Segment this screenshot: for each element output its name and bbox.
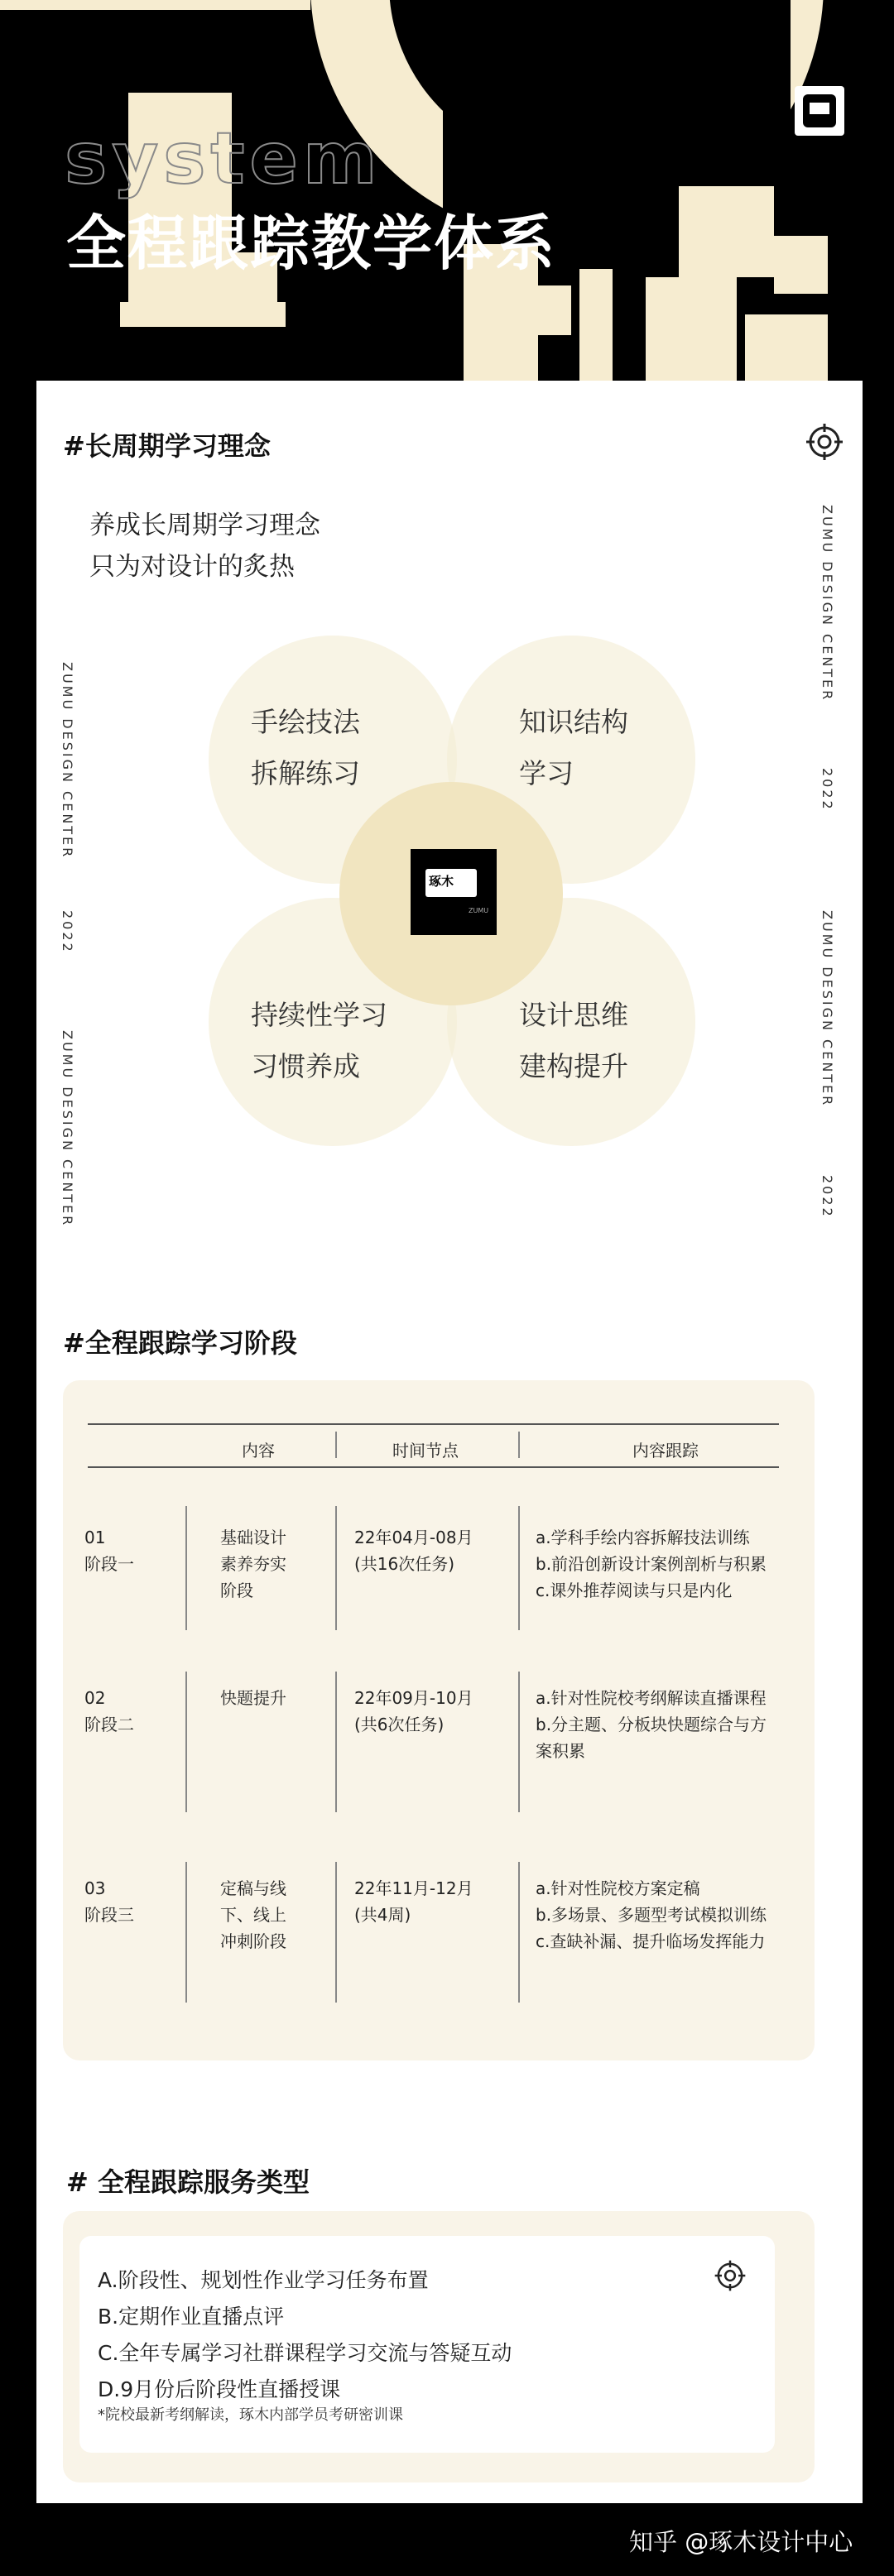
concept-intro: 养成长周期学习理念 只为对设计的炙热: [89, 511, 320, 582]
section-title-stages: #全程跟踪学习阶段: [63, 1327, 297, 1359]
hero-banner: [0, 0, 894, 381]
hero-subtitle: system: [65, 118, 382, 200]
list-item: C.全年专属学习社群课程学习交流与答疑互动: [98, 2341, 512, 2365]
table-header: 内容: [242, 1441, 275, 1461]
section-title-services: # 全程跟踪服务类型: [66, 2166, 310, 2198]
brand-year: 2022: [820, 768, 835, 812]
petal-label: 持续性学习 习惯养成: [251, 999, 387, 1082]
logo-icon: 琢木 ZUMU: [411, 849, 497, 935]
brand-vertical-text: ZUMU DESIGN CENTER: [60, 1030, 75, 1228]
table-row: 02 阶段二: [84, 1688, 134, 1734]
brand-year: 2022: [60, 910, 75, 954]
brand-vertical-text: ZUMU DESIGN CENTER: [820, 910, 835, 1108]
table-header: 内容跟踪: [632, 1441, 699, 1461]
footer-watermark: 知乎 @琢木设计中心: [629, 2528, 853, 2556]
table-header: 时间节点: [392, 1441, 459, 1461]
logo-icon: [795, 86, 844, 136]
brand-vertical-text: ZUMU DESIGN CENTER: [820, 505, 835, 703]
table-row: 03 阶段三: [84, 1878, 134, 1925]
petal-label: 手绘技法 拆解练习: [251, 706, 360, 789]
brand-year: 2022: [820, 1175, 835, 1219]
hero-title: 全程跟踪教学体系: [66, 209, 557, 278]
section-title-concept: #长周期学习理念: [63, 430, 271, 462]
petal-label: 设计思维 建构提升: [519, 999, 628, 1082]
target-icon: [805, 422, 844, 462]
table-row: 01 阶段一: [84, 1528, 134, 1574]
target-icon: [714, 2259, 747, 2292]
services-note: *院校最新考纲解读，琢木内部学员考研密训课: [98, 2406, 403, 2424]
list-item: B.定期作业直播点评: [98, 2305, 285, 2329]
list-item: A.阶段性、规划性作业学习任务布置: [98, 2268, 429, 2292]
list-item: D.9月份后阶段性直播授课: [98, 2377, 341, 2401]
brand-vertical-text: ZUMU DESIGN CENTER: [60, 662, 75, 860]
petal-label: 知识结构 学习: [519, 706, 628, 789]
